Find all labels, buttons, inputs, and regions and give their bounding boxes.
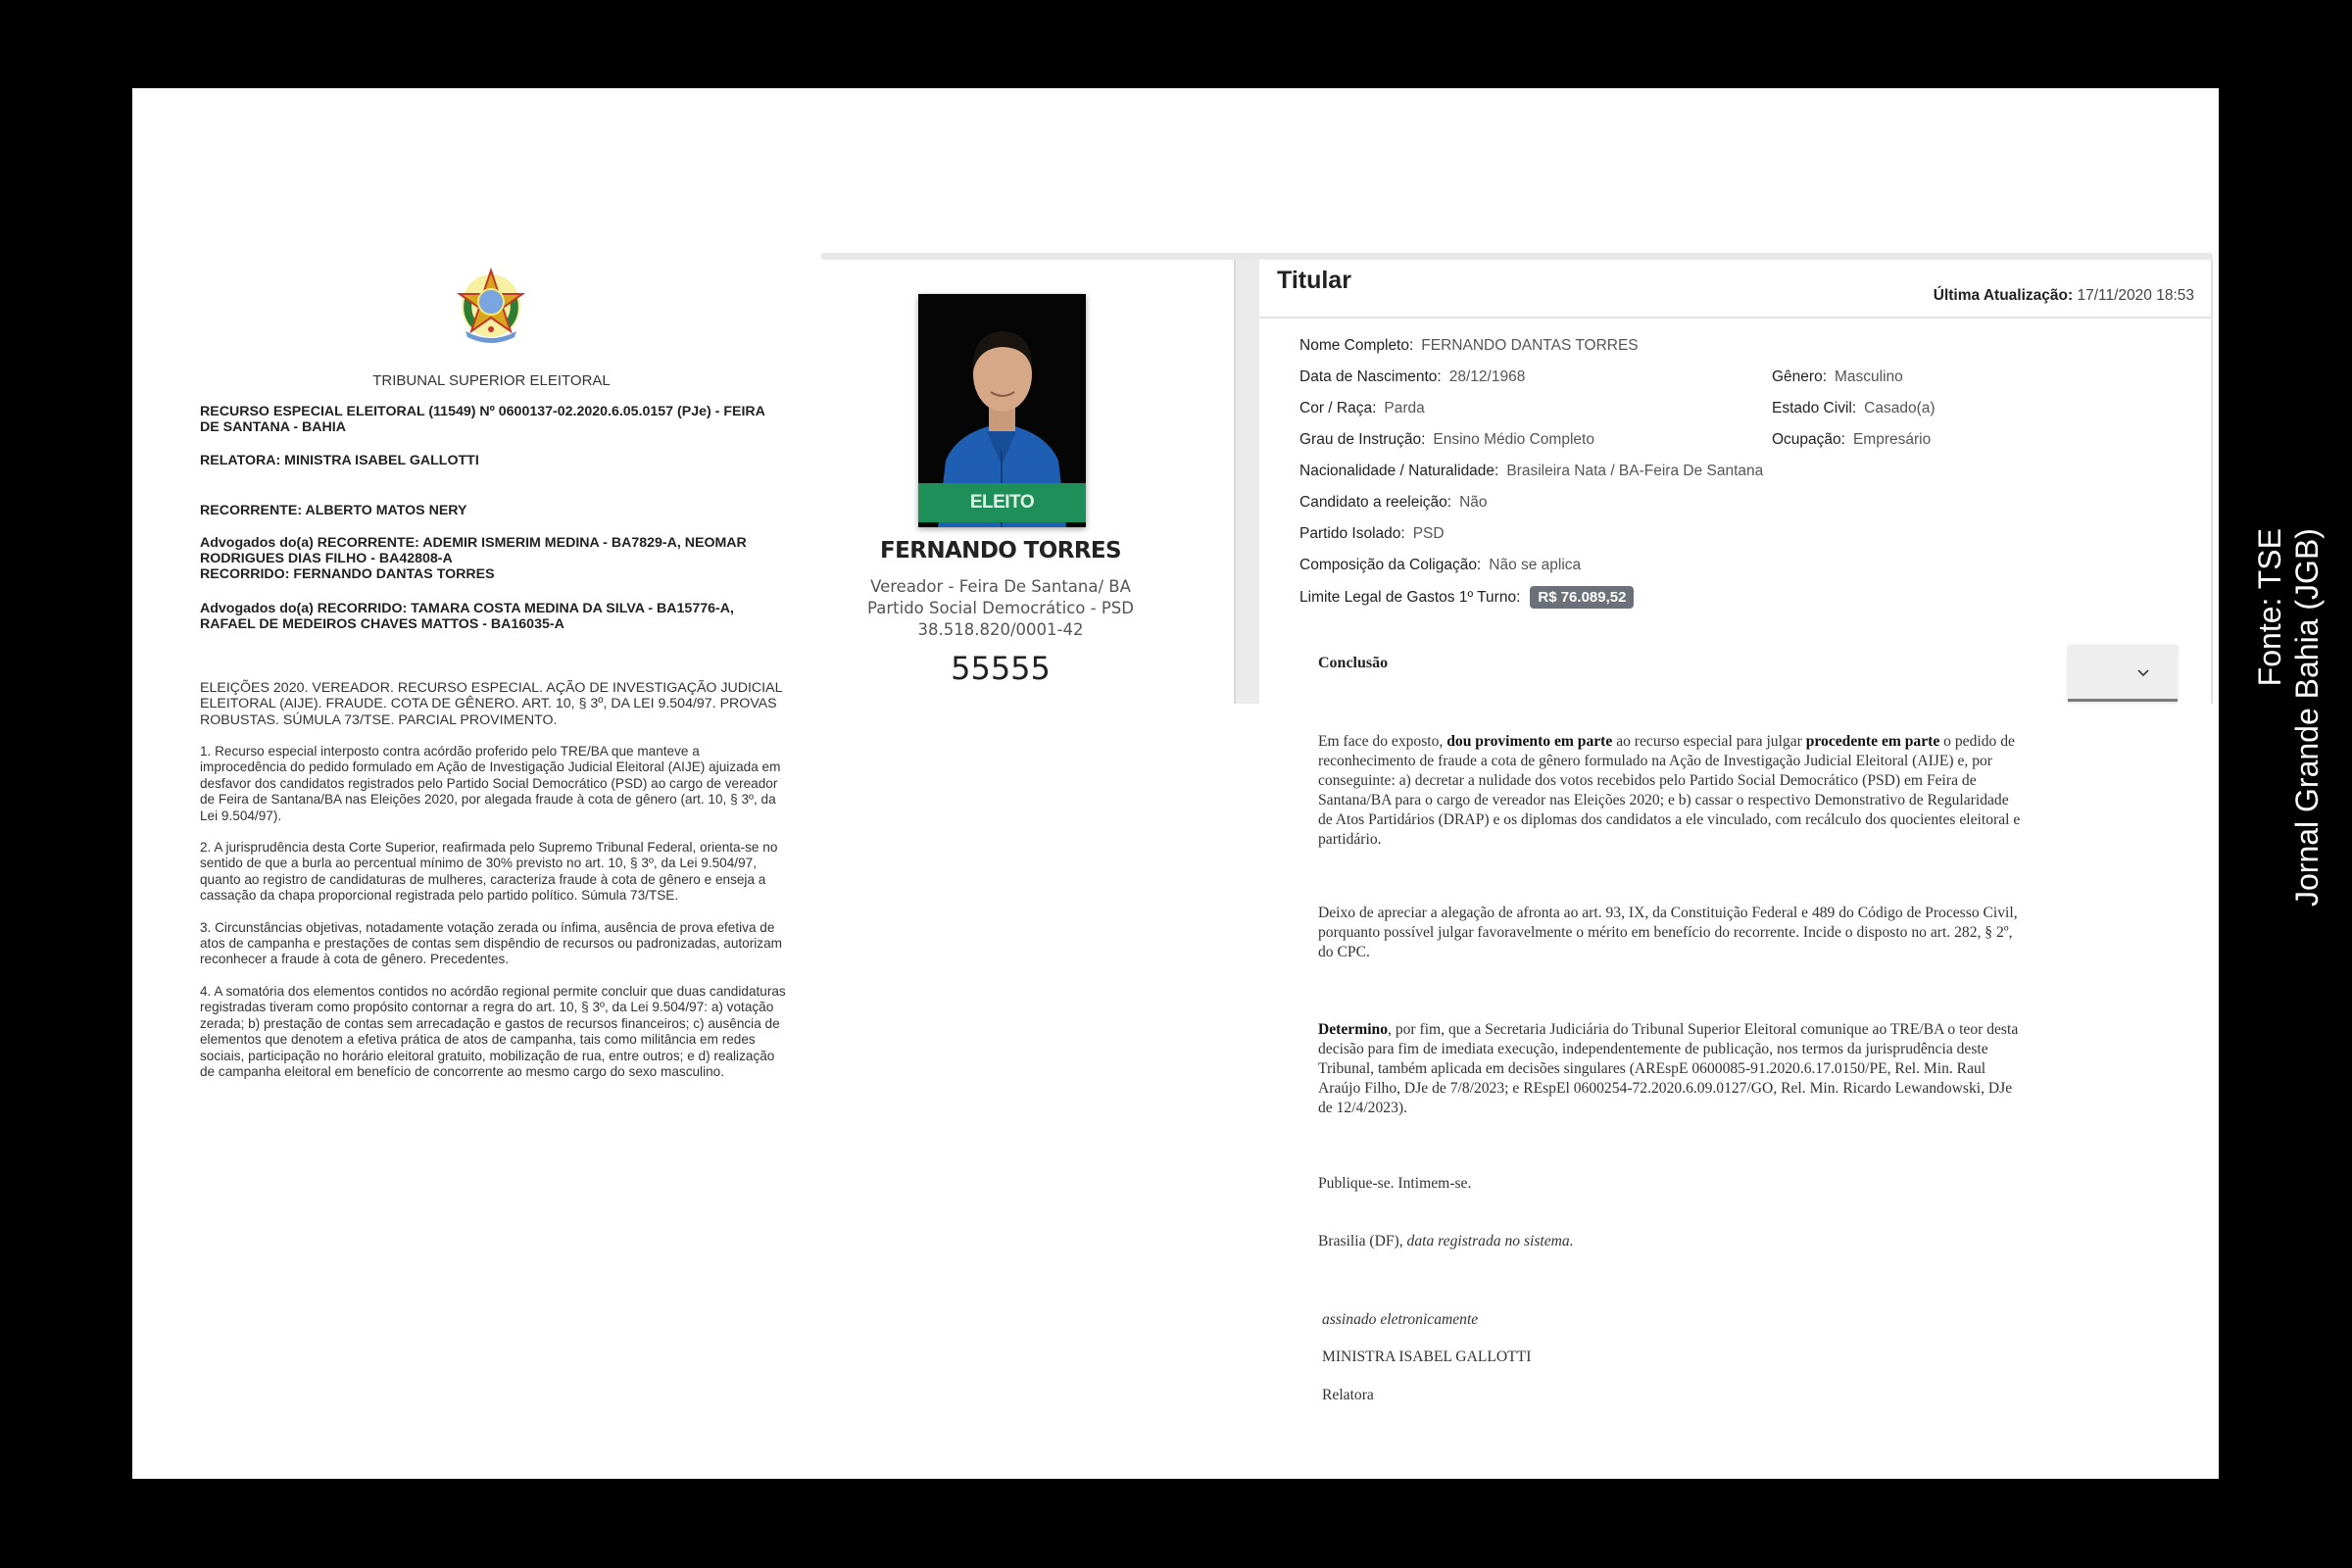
court-name: TRIBUNAL SUPERIOR ELEITORAL	[372, 372, 611, 389]
field-nome-completo: Nome Completo: FERNANDO DANTAS TORRES	[1299, 337, 1639, 354]
conclusion-paragraph-3: Determino, por fim, que a Secretaria Judiciária do Tribunal Superior Eleitoral comunique ao TRE/BA o teor desta decisão para fim de imediata execução, independentemente de publicação, nos termos da jurisprudência deste Tribunal, também aplicada em decisões singulares (AREspE 0600085-91.2020.6.17.0150/PE, Rel. Min. Raul Araújo Filho, DJe de 7/8/2023; e REspEl 0600254-72.2020.6.09.0127/GO, Rel. Min. Ricardo Lewandowski, DJe de 12/4/2023).	[1318, 1021, 2019, 1116]
field-estado-civil: Estado Civil: Casado(a)	[1772, 400, 1936, 416]
field-genero: Gênero: Masculino	[1772, 368, 1903, 385]
paragraph-1: 1. Recurso especial interposto contra acórdão proferido pelo TRE/BA que manteve a improcedência do pedido formulado em Ação de Investigação Judicial Eleitoral (AIJE) ajuizada em desfavor dos candidatos registrados pelo Partido Social Democrático (PSD) ao cargo de vereador de Feira de Santana/BA nas Eleições 2020, por alegada fraude à cota de gênero (art. 10, § 3º, da Lei 9.504/97).	[200, 744, 781, 823]
card-divider	[1234, 260, 1259, 704]
titular-title: Titular	[1277, 267, 1351, 294]
paragraph-2: 2. A jurisprudência desta Corte Superior, reafirmada pelo Supremo Tribunal Federal, orienta-se no sentido de que a burla ao percentual mínimo de 30% previsto no art. 10, § 3º, da Lei 9.504/97, quanto ao registro de candidaturas de mulheres, caracteriza fraude à cota de gênero e enseja a cassação da chapa proporcional registrada pelo partido político. Súmula 73/TSE.	[200, 840, 778, 904]
chevron-down-icon	[2136, 668, 2150, 677]
signer-role: Relatora	[1322, 1387, 1374, 1403]
case-summary: ELEIÇÕES 2020. VEREADOR. RECURSO ESPECIAL. AÇÃO DE INVESTIGAÇÃO JUDICIAL ELEITORAL (AIJE). FRAUDE. COTA DE GÊNERO. ART. 10, § 3º, DA LEI 9.504/97. PROVAS ROBUSTAS. SÚMULA 73/TSE. PARCIAL PROVIMENTO.	[200, 680, 782, 728]
conclusion-dropdown[interactable]	[2068, 645, 2178, 702]
spending-limit-badge: R$ 76.089,52	[1530, 586, 1634, 609]
cards-top-border	[821, 253, 2213, 260]
signed-electronically: assinado eletronicamente	[1322, 1311, 1479, 1328]
case-paragraphs	[200, 744, 788, 1096]
respondent: RECORRIDO: FERNANDO DANTAS TORRES	[200, 566, 495, 582]
paragraph-4: 4. A somatória dos elementos contidos no acórdão regional permite concluir que duas candidaturas registradas tiveram como propósito contornar a regra do art. 10, § 3º, da Lei 9.504/97: a) votação zerada; b) prestação de contas sem arrecadação e gastos de recursos financeiros; c) ausência de elementos que denotem a efetiva prática de atos de campanha, tais como militância em redes sociais, participação no horário eleitoral gratuito, mobilização de rua, entre outros; e d) realização de campanha eleitoral em benefício de concorrente ao mesmo cargo do sexo masculino.	[200, 983, 786, 1079]
last-updated: Última Atualização: 17/11/2020 18:53	[1933, 287, 2194, 304]
field-grau-instrucao: Grau de Instrução: Ensino Médio Completo	[1299, 431, 1594, 448]
respondent-lawyers: Advogados do(a) RECORRIDO: TAMARA COSTA MEDINA DA SILVA - BA15776-A, RAFAEL DE MEDEIROS CHAVES MATTOS - BA16035-A	[200, 601, 734, 632]
candidate-name: FERNANDO TORRES	[879, 538, 1122, 564]
conclusion-paragraph-2: Deixo de apreciar a alegação de afronta ao art. 93, IX, da Constituição Federal e 489 do Código de Processo Civil, porquanto possível julgar favoravelmente o mérito em benefício do recorrente. Incide o disposto no art. 282, § 2º, do CPC.	[1318, 905, 2018, 960]
field-nacionalidade: Nacionalidade / Naturalidade: Brasileira Nata / BA-Feira De Santana	[1299, 463, 1764, 479]
candidate-number: 55555	[951, 650, 1051, 687]
place-date: Brasilia (DF), data registrada no sistema.	[1318, 1233, 1574, 1250]
rapporteur: RELATORA: MINISTRA ISABEL GALLOTTI	[200, 453, 479, 468]
signer-name: MINISTRA ISABEL GALLOTTI	[1322, 1348, 1532, 1365]
candidate-office: Vereador - Feira De Santana/ BA	[870, 577, 1131, 596]
titular-card	[1259, 260, 2213, 704]
field-cor-raca: Cor / Raça: Parda	[1299, 400, 1425, 416]
field-reeleicao: Candidato a reeleição: Não	[1299, 494, 1488, 511]
paragraph-3: 3. Circunstâncias objetivas, notadamente votação zerada ou ínfima, ausência de prova efetiva de atos de campanha e prestações de contas sem dispêndio de recursos ou padronizadas, autorizam reconhecer a fraude à cota de gênero. Precedentes.	[200, 919, 782, 967]
field-data-nascimento: Data de Nascimento: 28/12/1968	[1299, 368, 1526, 385]
field-ocupacao: Ocupação: Empresário	[1772, 431, 1932, 448]
conclusion-paragraph-1: Em face do exposto, dou provimento em parte ao recurso especial para julgar procedente em parte o pedido de reconhecimento de fraude a cota de gênero formulado na Ação de Investigação Judicial Eleitoral (AIJE) e, por conseguinte: a) decretar a nulidade dos votos recebidos pelo Partido Social Democrático (PSD) em Feira de Santana/BA para o cargo de vereador nas Eleições 2020; e b) cassar o respectivo Demonstrativo de Regularidade de Atos Partidários (DRAP) e os diplomas dos candidatos a ele vinculado, com recálculo dos quocientes eleitoral e partidário.	[1318, 733, 2021, 848]
source-credit: Fonte: TSE Jornal Grande Bahia (JGB)	[2252, 528, 2325, 906]
appellant: RECORRENTE: ALBERTO MATOS NERY	[200, 503, 467, 518]
appellant-lawyers: Advogados do(a) RECORRENTE: ADEMIR ISMERIM MEDINA - BA7829-A, NEOMAR RODRIGUES DIAS FILHO - BA42808-A RECORRIDO: FERNANDO DANTAS TORRES	[200, 535, 788, 582]
candidate-cnpj: 38.518.820/0001-42	[917, 620, 1084, 639]
elected-badge: ELEITO	[918, 483, 1086, 522]
candidate-photo	[918, 294, 1086, 527]
titular-header-divider	[1259, 317, 2213, 318]
case-header: RECURSO ESPECIAL ELEITORAL (11549) Nº 0600137-02.2020.6.05.0157 (PJe) - FEIRA DE SANTANA - BAHIA	[200, 404, 765, 435]
field-limite-gastos: Limite Legal de Gastos 1º Turno: R$ 76.089,52	[1299, 586, 1634, 609]
conclusion-label: Conclusão	[1318, 655, 1389, 671]
brazil-coat-of-arms-icon	[456, 267, 526, 347]
publish-order: Publique-se. Intimem-se.	[1318, 1175, 1472, 1192]
field-coligacao: Composição da Coligação: Não se aplica	[1299, 557, 1582, 573]
field-partido-isolado: Partido Isolado: PSD	[1299, 525, 1445, 542]
candidate-party: Partido Social Democrático - PSD	[867, 599, 1134, 617]
